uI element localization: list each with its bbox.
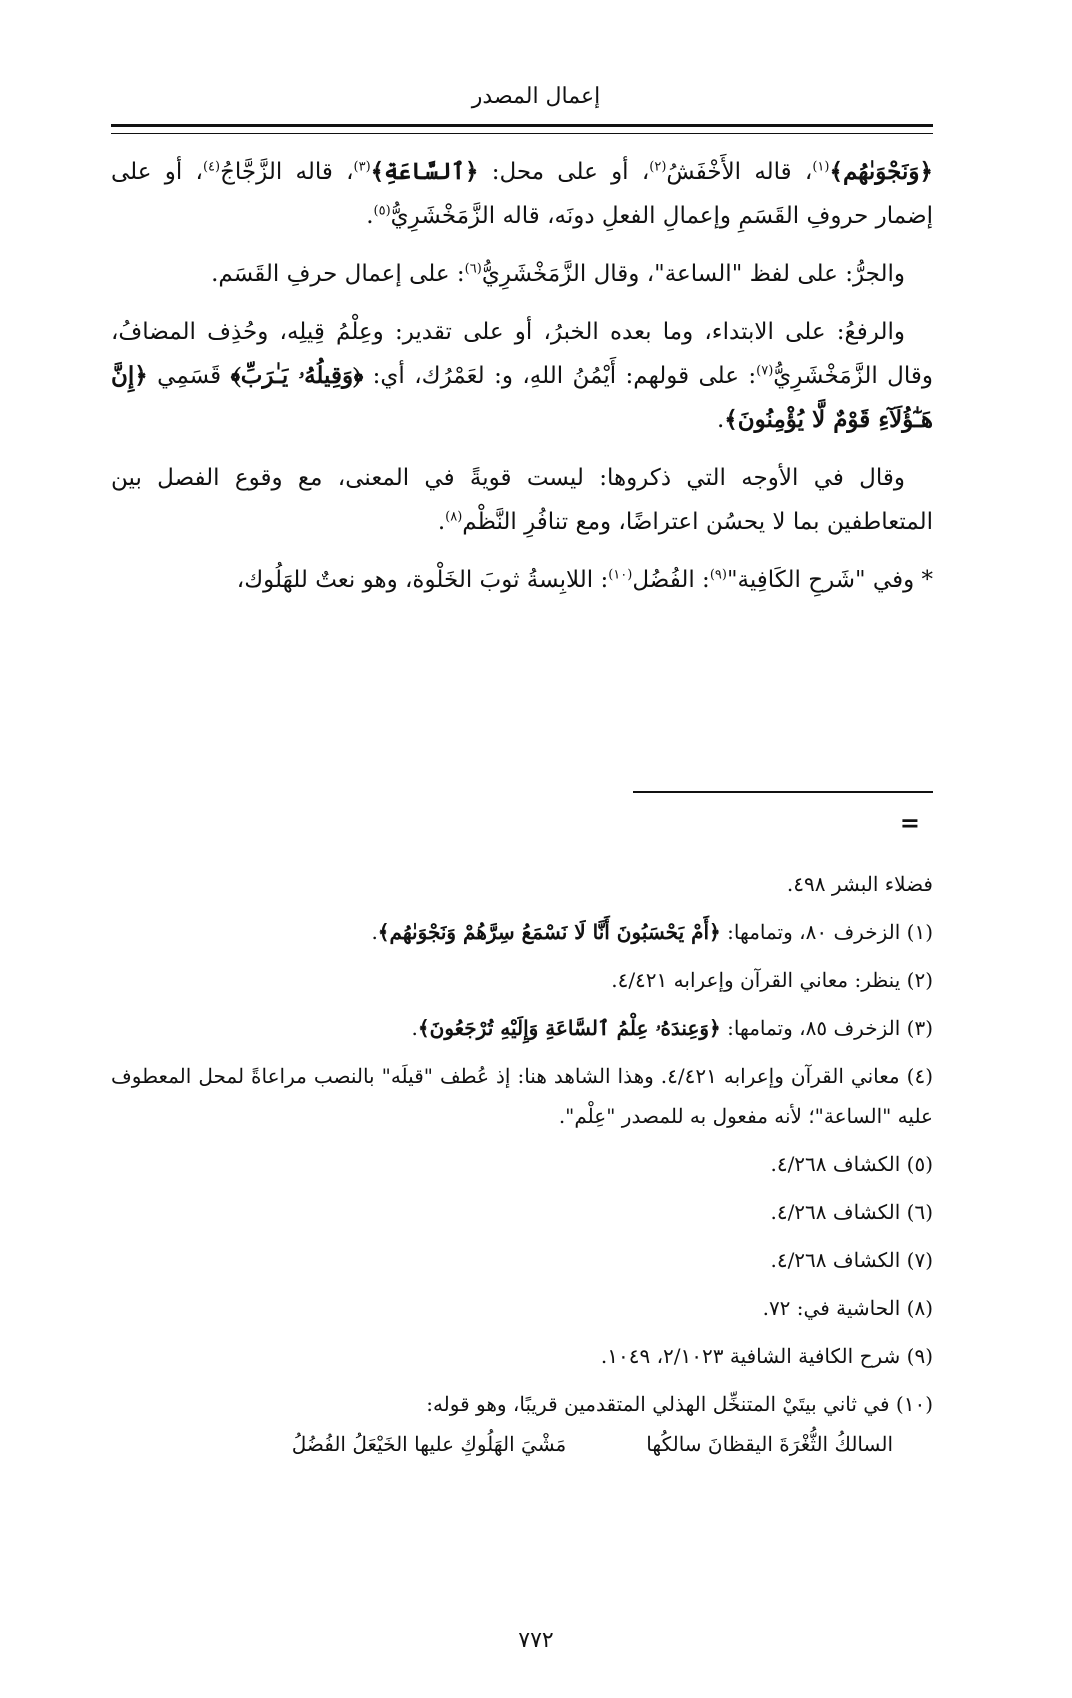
- footnote-marker: (١): [812, 159, 830, 175]
- page-number: ٧٧٢: [518, 1628, 554, 1653]
- text-run: .: [716, 407, 725, 433]
- quran-quote: ﴿وَنَجْوَىٰهُم﴾: [829, 158, 933, 185]
- footnote-2: (٢) ينظر: معاني القرآن وإعرابه ٤/٤٢١.: [611, 968, 933, 992]
- footnote-marker: (٧): [756, 363, 774, 379]
- quran-quote: ﴿إِنَّ هَـٰٓؤُلَآءِ قَوْمٌ لَّا يُؤْمِنُونَ﴾: [111, 362, 933, 433]
- text-run: ، قاله الزَّجَّاجُ: [220, 159, 354, 185]
- paragraph-3: [111, 310, 933, 442]
- poem-hemistich-first: السالكُ الثُّغْرَةَ اليقظانَ سالكُها: [646, 1432, 893, 1456]
- footnote-10: (١٠) في ثاني بيتَيْ المتنخِّل الهذلي المتقدمين قريبًا، وهو قوله:: [426, 1392, 933, 1416]
- text-run: : الفُضُل: [632, 567, 710, 593]
- footnotes: [111, 864, 933, 1464]
- footnote-marker: (٩): [709, 567, 727, 583]
- quran-quote: ﴿أَمْ يَحْسَبُونَ أَنَّا لَا نَسْمَعُ سِرَّهُمْ وَنَجْوَىٰهُم﴾: [377, 920, 721, 944]
- text-run: والرفعُ: على الابتداء، وما بعده الخبرُ، أو على تقدير: وعِلْمُ قِيلِه، وحُذِف المضافُ، وقال الزَّمَخْشَرِيُّ: [111, 319, 933, 389]
- footnote-text: (١) الزخرف ٨٠، وتمامها:: [720, 920, 933, 944]
- quran-quote: ﴿وَعِندَهُۥ عِلْمُ ٱلسَّاعَةِ وَإِلَيْهِ تُرْجَعُونَ﴾: [417, 1016, 721, 1040]
- header-rule-thick: [111, 124, 933, 127]
- footnote-text: (٣) الزخرف ٨٥، وتمامها:: [720, 1016, 933, 1040]
- footnote-9: (٩) شرح الكافية الشافية ٢/١٠٢٣، ١٠٤٩.: [600, 1344, 933, 1368]
- footnote-4: (٤) معاني القرآن وإعرابه ٤/٤٢١. وهذا الشاهد هنا: إذ عُطف "قيلَه" بالنصب مراعاةً لمحل المعطوف عليه "الساعة"؛ لأنه مفعول به للمصدر "عِلْم".: [111, 1064, 933, 1128]
- main-text: [111, 150, 933, 616]
- footnote-text: .: [371, 920, 378, 944]
- footnote-1: [111, 912, 933, 952]
- footnote-separator: [633, 791, 933, 793]
- footnote-marker: (٤): [202, 159, 221, 175]
- text-run: : على قولهم: أَيْمُنُ اللهِ، و: لعَمْرُك، أي:: [363, 363, 757, 389]
- paragraph-5: [111, 558, 933, 602]
- text-run: * وفي "شَرحِ الكَافِية": [726, 567, 933, 593]
- running-head: إعمال المصدر: [471, 84, 601, 109]
- text-run: ، أو على محل:: [478, 159, 650, 185]
- footnote-marker: (٥): [373, 203, 391, 219]
- footnote-3: [111, 1008, 933, 1048]
- footnote-marker: (٨): [445, 509, 463, 525]
- text-run: والجرُّ: على لفظ "الساعة"، وقال الزَّمَخْشَرِيُّ: [481, 261, 905, 287]
- poem-hemistich-second: مَشْيَ الهَلُوكِ عليها الخَيْعَلُ الفُضُلُ: [291, 1432, 567, 1456]
- footnote-marker: (١٠): [608, 567, 633, 583]
- footnote-marker: (٣): [353, 159, 371, 175]
- text-run: قَسَمِي: [147, 363, 231, 389]
- footnote-6: (٦) الكشاف ٤/٢٦٨.: [770, 1200, 933, 1224]
- footnote-5: (٥) الكشاف ٤/٢٦٨.: [770, 1152, 933, 1176]
- footnote-carry: فضلاء البشر ٤٩٨.: [786, 872, 933, 896]
- text-run: ، أو على إضمار حروفِ القَسَمِ وإعمالِ الفعلِ دونَه، قاله الزَّمَخْشَرِيُّ: [111, 159, 933, 229]
- footnote-7: (٧) الكشاف ٤/٢٦٨.: [770, 1248, 933, 1272]
- text-run: : اللابِسةُ ثوبَ الخَلْوة، وهو نعتٌ للهَلُوك،: [236, 567, 609, 593]
- text-run: .: [437, 509, 446, 535]
- quran-quote: ﴿وَقِيلُهُۥ يَـٰرَبِّ﴾: [230, 362, 364, 389]
- paragraph-4: [111, 456, 933, 544]
- footnote-marker: (٦): [464, 261, 482, 277]
- quran-quote: ﴿ٱلسَّاعَةِ﴾: [370, 158, 479, 185]
- paragraph-1: [111, 150, 933, 238]
- text-run: .: [366, 203, 374, 229]
- poem-verse: [111, 1424, 933, 1464]
- paragraph-2: [111, 252, 933, 296]
- header-rule-thin: [111, 133, 933, 134]
- footnote-marker: (٢): [649, 159, 667, 175]
- text-run: وقال في الأوجه التي ذكروها: ليست قويةً في المعنى، مع وقوع الفصل بين المتعاطفين بما لا يحسُن اعتراضًا، ومع تنافُرِ النَّظْم: [111, 465, 933, 535]
- footnote-8: (٨) الحاشية في: ٧٢.: [762, 1296, 933, 1320]
- footnote-text: .: [411, 1016, 418, 1040]
- text-run: : على إعمال حرفِ القَسَم.: [211, 261, 465, 287]
- text-run: ، قاله الأَخْفَشُ: [666, 159, 813, 185]
- footnote-continuation-mark: =: [899, 808, 920, 837]
